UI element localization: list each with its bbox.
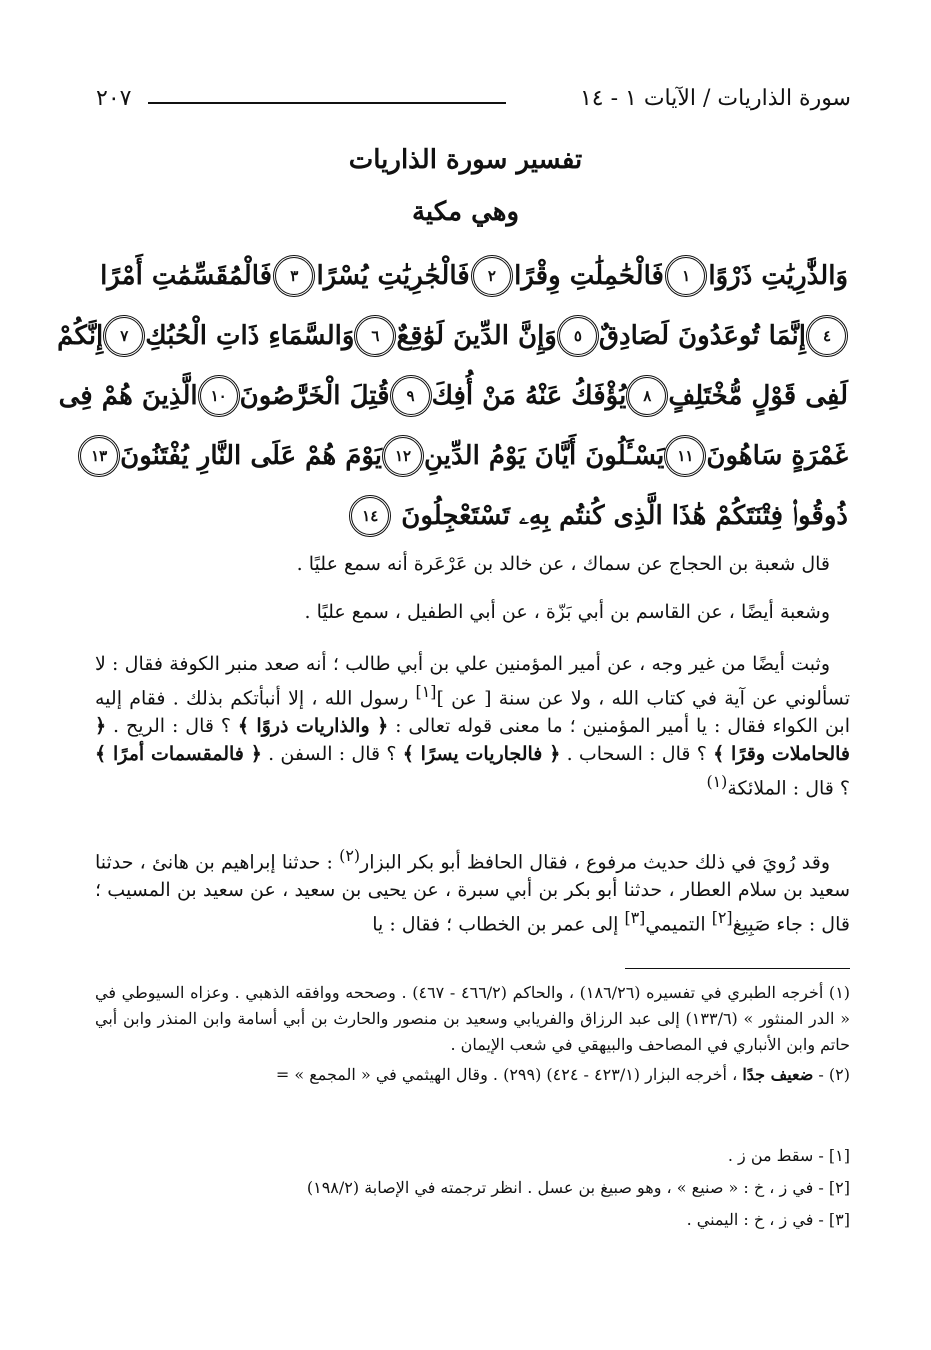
ayah-number-marker: ٥	[557, 315, 599, 357]
ayah-number-marker: ١٠	[198, 375, 240, 417]
verse-text: فَالْحَٰمِلَٰتِ وِقْرًا	[514, 261, 664, 291]
editorial-note-ref: [٢]	[711, 908, 733, 928]
ayah-number-marker: ١٣	[78, 435, 120, 477]
verse-text: فَالْمُقَسِّمَٰتِ أَمْرًا	[100, 261, 273, 291]
paragraph-3	[95, 650, 850, 803]
page-header	[96, 78, 851, 118]
surah-title: تفسير سورة الذاريات	[348, 145, 583, 175]
paragraph-text: وشعبة أيضًا ، عن القاسم بن أبي بَزّة ، عن أبي الطفيل ، سمع عليًا .	[304, 601, 830, 623]
ayah-number-marker: ١٢	[382, 435, 424, 477]
paragraph-text	[95, 842, 850, 939]
paragraph-text: قال شعبة بن الحجاج عن سماك ، عن خالد بن عَرْعَرة أنه سمع عليًا .	[296, 553, 830, 575]
verse-text: وَالذَّٰرِيَٰتِ ذَرْوًا	[708, 261, 848, 291]
header-rule	[148, 102, 506, 104]
verse-line-5	[100, 486, 848, 546]
paragraph-2	[95, 598, 850, 626]
ayah-number-marker: ٩	[390, 375, 432, 417]
grading-label: ضعيف جدًا	[742, 1065, 814, 1084]
verse-text: يَسْـَٔلُونَ أَيَّانَ يَوْمُ الدِّينِ	[424, 441, 665, 471]
paragraph-4	[95, 842, 850, 939]
footnote-2	[95, 1062, 850, 1088]
ayah-number-marker: ٨	[626, 375, 668, 417]
verse-text: ذُوقُوا۟ فِتْنَتَكُمْ هَٰذَا الَّذِى كُنتُم بِهِۦ تَسْتَعْجِلُونَ	[401, 501, 848, 531]
text-run: وثبت أيضًا من غير وجه ، عن أمير المؤمنين علي بن أبي طالب ؛ أنه صعد منبر الكوفة فقال : لا تسألوني عن آية في كتاب الله ، ولا عن سنة [ عن ]	[95, 653, 850, 710]
ayah-number-marker: ٧	[103, 315, 145, 357]
verse-line-3	[58, 366, 848, 426]
quran-verses-block	[57, 246, 848, 546]
verse-text: وَالسَّمَاءِ ذَاتِ الْحُبُكِ	[145, 321, 355, 351]
paragraph-text	[95, 650, 850, 803]
verse-text: لَفِى قَوْلٍ مُّخْتَلِفٍ	[668, 381, 848, 411]
text-run: إلى عمر بن الخطاب ؛ فقال : يا	[372, 913, 625, 936]
verse-text: قُتِلَ الْخَرَّٰصُونَ	[239, 381, 390, 411]
ayah-number-marker: ١	[665, 255, 707, 297]
text-run: ، أخرجه البزار (٤٢٣/١ - ٤٢٤) (٢٩٩) . وقال الهيثمي في « المجمع » =	[275, 1065, 743, 1084]
footnote-separator	[625, 968, 850, 969]
verse-line-1	[100, 246, 848, 306]
verse-text: فَالْجَٰرِيَٰتِ يُسْرًا	[316, 261, 470, 291]
ayah-number-marker: ٣	[273, 255, 315, 297]
quran-quote: ﴿ فالجاريات يسرًا ﴾	[402, 743, 561, 766]
ayah-number-marker: ١٤	[349, 495, 391, 537]
quran-quote: ﴿ فالحاملات وقرًا ﴾	[95, 715, 850, 766]
footnote-ref: (٢)	[339, 846, 361, 865]
quran-quote: ﴿ والذاريات ذروًا ﴾	[237, 715, 389, 738]
editorial-note-ref: [٣]	[624, 908, 646, 928]
text-run: : حدثنا إبراهيم بن هانئ ، حدثنا سعيد بن سلام العطار ، حدثنا أبو بكر بن أبي سبرة ، عن يحيى بن سعيد ، عن سعيد بن المسيب ؛ قال : جاء صَبِيغ	[95, 851, 850, 936]
verse-line-2	[57, 306, 848, 366]
verse-text: يُؤْفَكُ عَنْهُ مَنْ أُفِكَ	[431, 381, 627, 411]
footnote-ref: (١)	[706, 772, 728, 792]
text-run: ؟ قال : السفن .	[261, 743, 403, 766]
text-run: ؟ قال : الملائكة	[727, 777, 850, 800]
verse-line-4	[91, 426, 848, 486]
verse-text: وَإِنَّ الدِّينَ لَوَٰقِعٌ	[396, 321, 557, 351]
ayah-number-marker: ١١	[664, 435, 706, 477]
verse-text: إِنَّكُمْ	[57, 321, 104, 351]
verse-text: إِنَّمَا تُوعَدُونَ لَصَادِقٌ	[598, 321, 806, 351]
verse-text: يَوْمَ هُمْ عَلَى النَّارِ يُفْتَنُونَ	[120, 441, 382, 471]
text-run: ؟ قال : الريح .	[106, 715, 238, 738]
editorial-note-1: [١] - سقط من ز .	[727, 1146, 850, 1165]
ayah-number-marker: ٦	[354, 315, 396, 357]
footnote-1: (١) أخرجه الطبري في تفسيره (١٨٦/٢٦) ، والحاكم (٤٦٦/٢ - ٤٦٧) . وصححه ووافقه الذهبي . وعزاه السيوطي في « الدر المنثور » (١٣٣/٦) إلى عبد الرزاق والفريابي وسعيد بن منصور والحارث بن أبي أسامة وابن المنذر وابن أبي حاتم وابن الأنباري في المصاحف والبيهقي في شعب الإيمان .	[95, 983, 851, 1054]
editorial-note-2: [٢] - في ز ، خ : « صنيع » ، وهو صبيغ بن عسل . انظر ترجمته في الإصابة (١٩٨/٢)	[306, 1178, 850, 1197]
running-title: سورة الذاريات / الآيات ١ - ١٤	[579, 85, 851, 111]
text-run: التميمي	[645, 913, 712, 936]
surah-subtitle: وهي مكية	[411, 197, 520, 227]
quran-quote: ﴿ فالمقسمات أمرًا ﴾	[95, 743, 262, 766]
paragraph-1	[95, 550, 850, 578]
editorial-notes	[95, 1140, 850, 1236]
footnotes	[95, 980, 850, 1092]
verse-text: الَّذِينَ هُمْ فِى	[58, 381, 198, 411]
ayah-number-marker: ٤	[806, 315, 848, 357]
text-run: ؟ قال : السحاب .	[560, 743, 714, 766]
text-run: (٢) -	[813, 1065, 850, 1084]
editorial-note-ref: [١]	[415, 682, 437, 701]
text-run: وقد رُويَ في ذلك حديث مرفوع ، فقال الحافظ أبو بكر البزار	[360, 851, 830, 874]
verse-text: غَمْرَةٍ سَاهُونَ	[706, 441, 848, 471]
text-run: رسول الله ، إلا أنبأتكم بذلك . فقام إليه ابن الكواء فقال : يا أمير المؤمنين ؛ ما معنى قوله تعالى :	[95, 687, 850, 738]
page-number: ٢٠٧	[96, 85, 132, 111]
editorial-note-3: [٣] - في ز ، خ : اليمني .	[686, 1210, 850, 1229]
ayah-number-marker: ٢	[471, 255, 513, 297]
